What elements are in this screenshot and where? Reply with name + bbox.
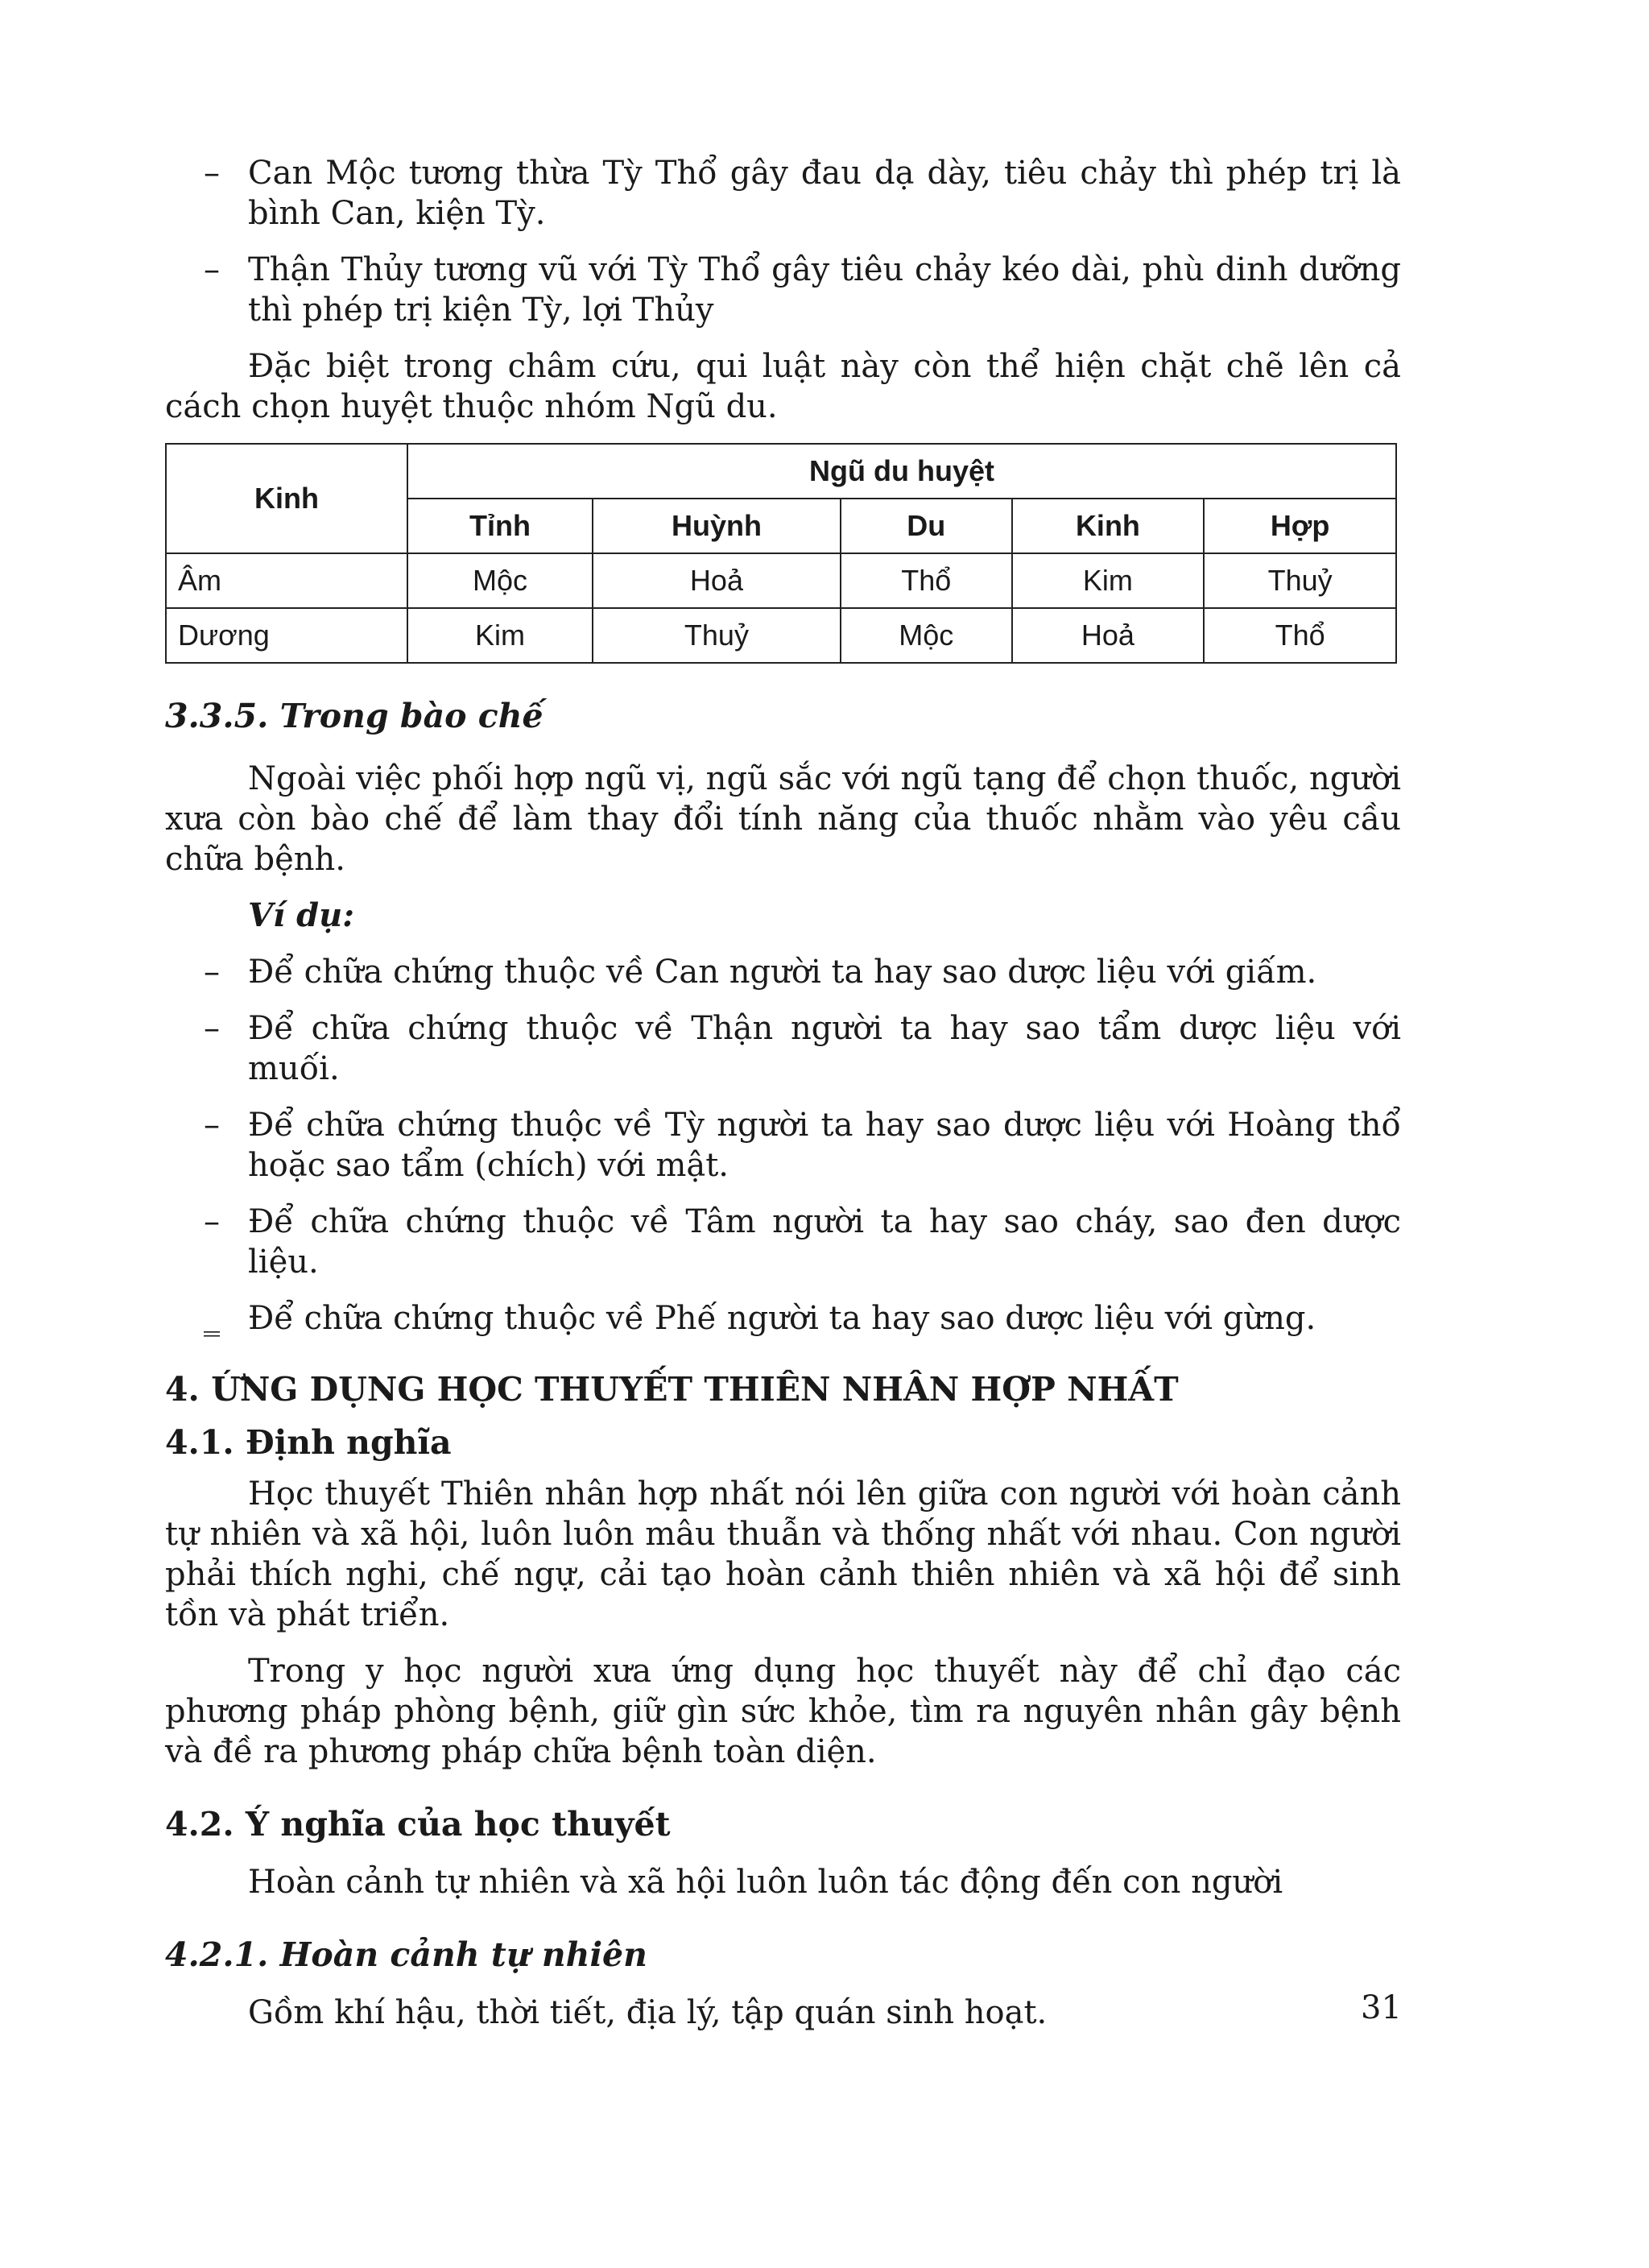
bullet-text: Thận Thủy tương vũ với Tỳ Thổ gây tiêu chảy kéo dài, phù dinh dưỡng thì phép trị kiện Tỳ, lợi Thủy (248, 251, 1401, 329)
bullet-text: Để chữa chứng thuộc về Can người ta hay sao dược liệu với giấm. (248, 954, 1317, 991)
ngu-du-table (165, 443, 1397, 664)
heading-3-3-5: 3.3.5. Trong bào chế (165, 697, 543, 735)
bullet-text: Để chữa chứng thuộc về Tỳ người ta hay sao dược liệu với Hoàng thổ hoặc sao tẩm (chích) với mật. (248, 1107, 1401, 1184)
paragraph-4-1-a: Học thuyết Thiên nhân hợp nhất nói lên giữa con người với hoàn cảnh tự nhiên và xã hội, luôn luôn mâu thuẫn và thống nhất với nhau. Con người phải thích nghi, chế ngự, cải tạo hoàn cảnh thiên nhiên và xã hội để sinh tồn và phát triển. (165, 1475, 1401, 1633)
paragraph-4-2: Hoàn cảnh tự nhiên và xã hội luôn luôn tác động đến con người (248, 1864, 1283, 1901)
bullet-text: Can Mộc tương thừa Tỳ Thổ gây đau dạ dày, tiêu chảy thì phép trị là bình Can, kiện Tỳ. (248, 155, 1401, 232)
bullet-dash: – (204, 251, 220, 288)
table-cell: Hoả (1012, 608, 1205, 663)
table-row (166, 608, 1396, 663)
bullet-dash: – (204, 1203, 220, 1240)
table-cell: Thổ (1204, 608, 1396, 663)
table-subheader: Du (841, 499, 1012, 553)
table-row (166, 553, 1396, 608)
bullet-text: Để chữa chứng thuộc về Tâm người ta hay sao cháy, sao đen dược liệu. (248, 1203, 1401, 1281)
table-subheader: Hợp (1204, 499, 1396, 553)
page-number: 31 (1361, 1989, 1402, 2026)
paragraph-special: Đặc biệt trong châm cứu, qui luật này còn thể hiện chặt chẽ lên cả cách chọn huyệt thuộc nhóm Ngũ du. (165, 348, 1401, 425)
paragraph-4-1-b: Trong y học người xưa ứng dụng học thuyết này để chỉ đạo các phương pháp phòng bệnh, giữ gìn sức khỏe, tìm ra nguyên nhân gây bệnh và đề ra phương pháp chữa bệnh toàn diện. (165, 1653, 1401, 1770)
table-cell: Kim (407, 608, 593, 663)
bullet-item (165, 1008, 1401, 1089)
table-cell: Mộc (841, 608, 1012, 663)
table-group-header: Ngũ du huyệt (407, 444, 1396, 499)
bullet-text: Để chữa chứng thuộc về Thận người ta hay sao tẩm dược liệu với muối. (248, 1010, 1401, 1087)
bullet-item (165, 1202, 1401, 1282)
bullet-dash: – (204, 1010, 220, 1047)
page-content (165, 153, 1401, 2033)
table-cell: Kim (1012, 553, 1205, 608)
table-subheader: Tỉnh (407, 499, 593, 553)
paragraph-4-2-1: Gồm khí hậu, thời tiết, địa lý, tập quán sinh hoạt. (248, 1994, 1048, 2031)
bullet-item (165, 250, 1401, 330)
table-subheader: Huỳnh (593, 499, 841, 553)
example-label: Ví dụ: (248, 896, 354, 934)
bullet-dash: ‗ (204, 1300, 220, 1337)
table-cell: Hoả (593, 553, 841, 608)
table-cell: Mộc (407, 553, 593, 608)
bullet-dash: – (204, 954, 220, 991)
bullet-item (165, 153, 1401, 234)
bullet-item (165, 1298, 1401, 1339)
table-cell: Thuỷ (593, 608, 841, 663)
table-cell: Thuỷ (1204, 553, 1396, 608)
table-subheader: Kinh (1012, 499, 1205, 553)
table-cell: Thổ (841, 553, 1012, 608)
heading-4-1: 4.1. Định nghĩa (165, 1423, 452, 1462)
bullet-dash: – (204, 155, 220, 192)
bullet-item (165, 1105, 1401, 1186)
heading-section-4: 4. ỨNG DỤNG HỌC THUYẾT THIÊN NHÂN HỢP NHẤT (165, 1370, 1179, 1409)
table-header-kinh: Kinh (166, 444, 407, 553)
bullet-dash: – (204, 1107, 220, 1144)
row-label: Âm (166, 553, 407, 608)
paragraph-bao-che: Ngoài việc phối hợp ngũ vị, ngũ sắc với ngũ tạng để chọn thuốc, người xưa còn bào chế để làm thay đổi tính năng của thuốc nhằm vào yêu cầu chữa bệnh. (165, 760, 1401, 878)
row-label: Dương (166, 608, 407, 663)
bullet-text: Để chữa chứng thuộc về Phế người ta hay sao dược liệu với gừng. (248, 1300, 1316, 1337)
bullet-item (165, 952, 1401, 992)
heading-4-2: 4.2. Ý nghĩa của học thuyết (165, 1805, 671, 1844)
heading-4-2-1: 4.2.1. Hoàn cảnh tự nhiên (165, 1935, 647, 1974)
